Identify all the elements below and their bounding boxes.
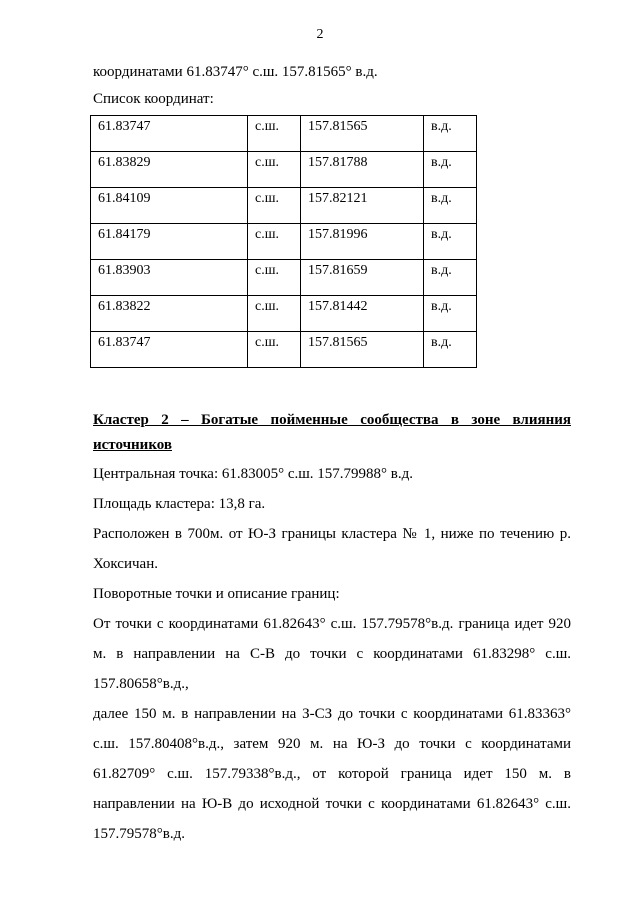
longitude-cell: 157.81996 — [301, 224, 424, 260]
boundary-description-2: далее 150 м. в направлении на З-СЗ до точки с координатами 61.83363° с.ш. 157.80408°в.д., затем 920 м. на Ю-З до точки с координатами 61.82709° с.ш. 157.79338°в.д., от которой граница идет 150 м. в направлении на Ю-В до исходной точки с координатами 61.82643° с.ш. 157.79578°в.д. — [93, 706, 571, 842]
table-row — [91, 152, 477, 188]
cluster-content — [93, 459, 571, 849]
longitude-unit-cell: в.д. — [424, 260, 477, 296]
longitude-unit-cell: в.д. — [424, 332, 477, 368]
table-row — [91, 332, 477, 368]
latitude-cell: 61.84179 — [91, 224, 248, 260]
latitude-unit-cell: с.ш. — [248, 188, 301, 224]
longitude-cell: 157.81565 — [301, 332, 424, 368]
latitude-unit-cell: с.ш. — [248, 224, 301, 260]
latitude-unit-cell: с.ш. — [248, 296, 301, 332]
latitude-unit-cell: с.ш. — [248, 332, 301, 368]
longitude-cell: 157.82121 — [301, 188, 424, 224]
latitude-cell: 61.83747 — [91, 116, 248, 152]
longitude-unit-cell: в.д. — [424, 296, 477, 332]
table-row — [91, 188, 477, 224]
longitude-cell: 157.81788 — [301, 152, 424, 188]
central-point: Центральная точка: 61.83005° с.ш. 157.79988° в.д. — [93, 466, 414, 482]
coordinate-list-label: Список координат: — [93, 91, 214, 107]
latitude-unit-cell: с.ш. — [248, 116, 301, 152]
latitude-cell: 61.83822 — [91, 296, 248, 332]
longitude-cell: 157.81659 — [301, 260, 424, 296]
coordinates-table — [90, 115, 477, 368]
coordinates-line: координатами 61.83747° с.ш. 157.81565° в.д. — [93, 64, 378, 80]
latitude-cell: 61.83747 — [91, 332, 248, 368]
page-number: 2 — [316, 27, 324, 42]
longitude-cell: 157.81565 — [301, 116, 424, 152]
cluster-location: Расположен в 700м. от Ю-З границы кластера № 1, ниже по течению р. Хоксичан. — [93, 526, 571, 572]
latitude-unit-cell: с.ш. — [248, 152, 301, 188]
longitude-unit-cell: в.д. — [424, 188, 477, 224]
latitude-unit-cell: с.ш. — [248, 260, 301, 296]
longitude-unit-cell: в.д. — [424, 152, 477, 188]
longitude-unit-cell: в.д. — [424, 224, 477, 260]
turning-points-label: Поворотные точки и описание границ: — [93, 586, 340, 602]
table-row — [91, 296, 477, 332]
latitude-cell: 61.84109 — [91, 188, 248, 224]
cluster-heading: Кластер 2 – Богатые пойменные сообщества в зоне влияния источников — [93, 412, 571, 453]
table-row — [91, 116, 477, 152]
latitude-cell: 61.83829 — [91, 152, 248, 188]
table-row — [91, 224, 477, 260]
latitude-cell: 61.83903 — [91, 260, 248, 296]
cluster-area: Площадь кластера: 13,8 га. — [93, 496, 266, 512]
longitude-unit-cell: в.д. — [424, 116, 477, 152]
longitude-cell: 157.81442 — [301, 296, 424, 332]
table-row — [91, 260, 477, 296]
boundary-description-1: От точки с координатами 61.82643° с.ш. 157.79578°в.д. граница идет 920 м. в направлении на С-В до точки с координатами 61.83298° с.ш. 157.80658°в.д., — [93, 616, 571, 692]
